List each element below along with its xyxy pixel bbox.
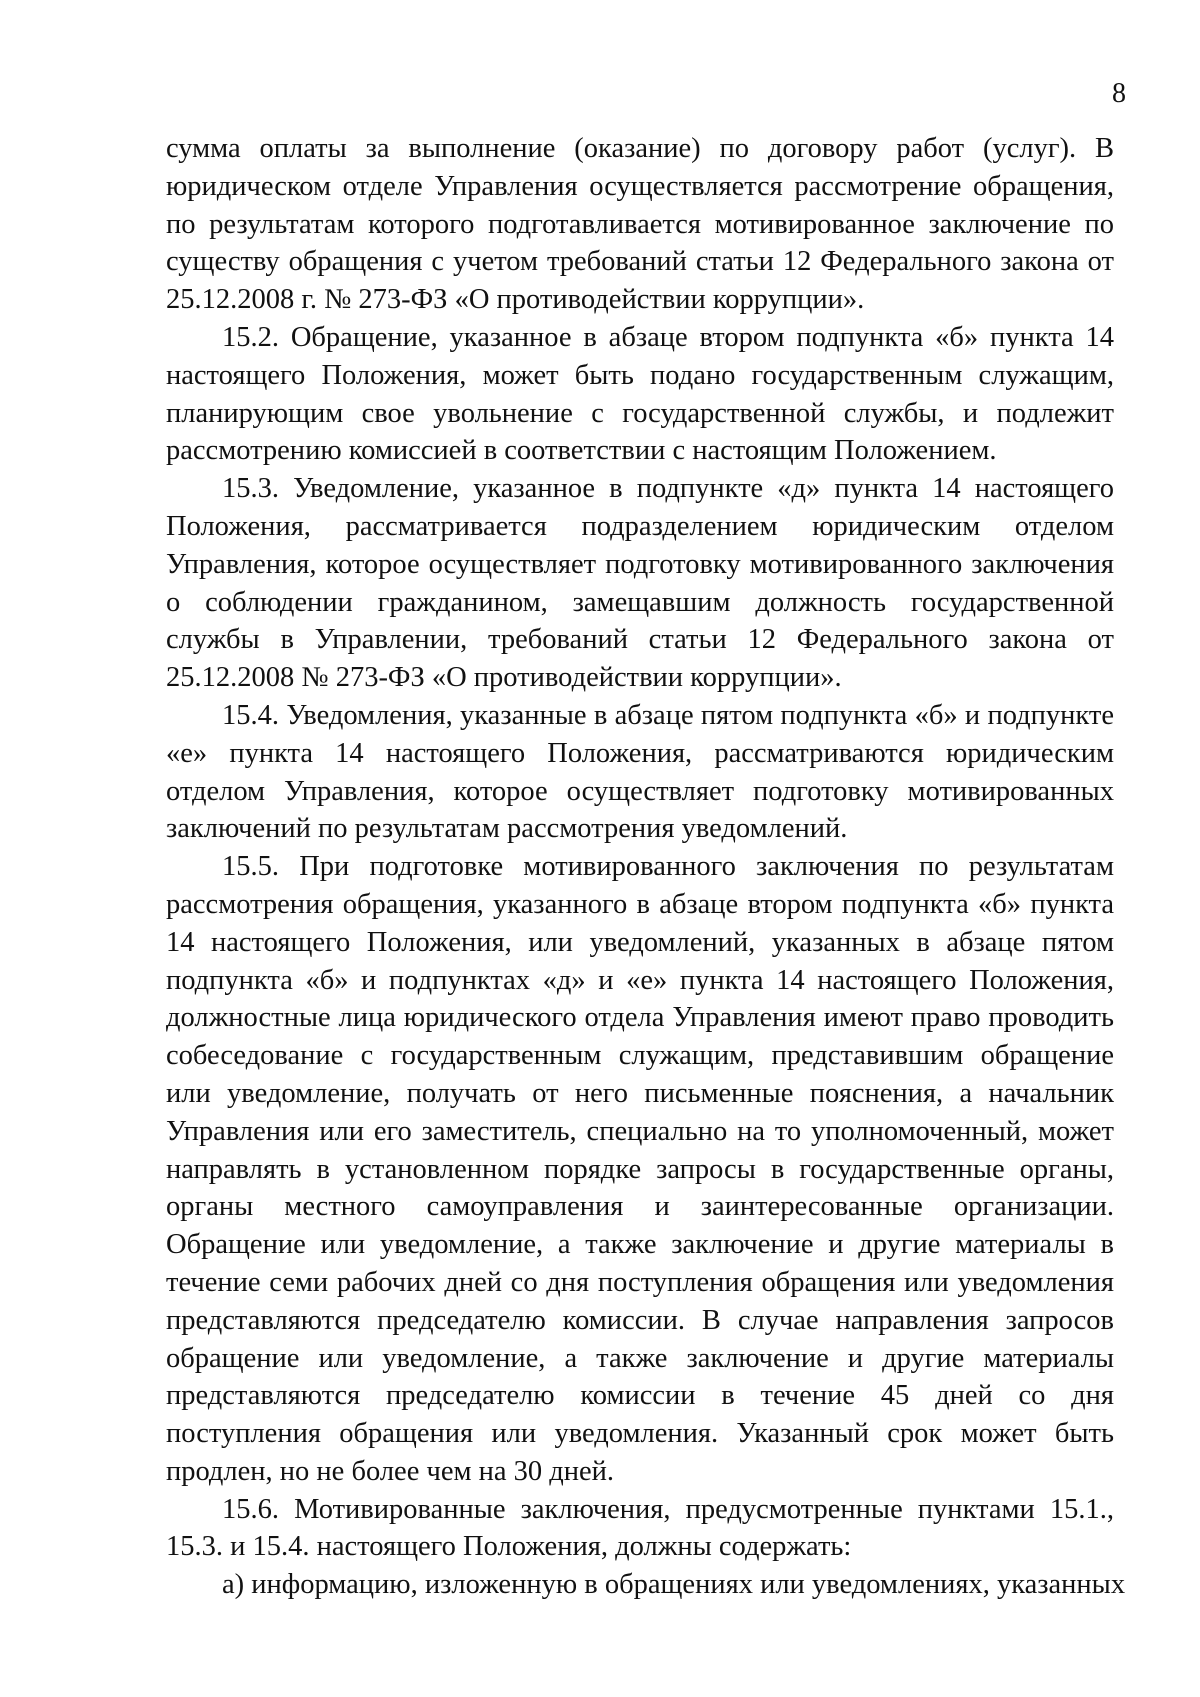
paragraph-15-4: 15.4. Уведомления, указанные в абзаце пятом подпункта «б» и подпункте «е» пункта 14 настоящего Положения, рассматриваются юридическим отделом Управления, которое осуществляет подготовку мотивированных заключений по результатам рассмотрения уведомлений.	[166, 699, 1114, 845]
document-body	[166, 130, 1126, 1604]
paragraph-continuation: сумма оплаты за выполнение (оказание) по договору работ (услуг). В юридическом отделе Управления осуществляется рассмотрение обращения, по результатам которого подготавливается мотивированное заключение по существу обращения с учетом требований статьи 12 Федерального закона от 25.12.2008 г. № 273-ФЗ «О противодействии коррупции».	[166, 133, 1114, 316]
paragraph-item-a: а) информацию, изложенную в обращениях или уведомлениях, указанных	[222, 1569, 1126, 1601]
paragraph-15-2: 15.2. Обращение, указанное в абзаце втором подпункта «б» пункта 14 настоящего Положения, может быть подано государственным служащим, планирующим свое увольнение с государственной службы, и подлежит рассмотрению комиссией в соответствии с настоящим Положением.	[166, 321, 1114, 467]
page-number: 8	[1112, 78, 1126, 109]
paragraph-15-5: 15.5. При подготовке мотивированного заключения по результатам рассмотрения обращения, указанного в абзаце втором подпункта «б» пункта 14 настоящего Положения, или уведомлений, указанных в абзаце пятом подпункта «б» и подпунктах «д» и «е» пункта 14 настоящего Положения, должностные лица юридического отдела Управления имеют право проводить собеседование с государственным служащим, представившим обращение или уведомление, получать от него письменные пояснения, а начальник Управления или его заместитель, специально на то уполномоченный, может направлять в установленном порядке запросы в государственные органы, органы местного самоуправления и заинтересованные организации. Обращение или уведомление, а также заключение и другие материалы в течение семи рабочих дней со дня поступления обращения или уведомления представляются председателю комиссии. В случае направления запросов обращение или уведомление, а также заключение и другие материалы представляются председателю комиссии в течение 45 дней со дня поступления обращения или уведомления. Указанный срок может быть продлен, но не более чем на 30 дней.	[166, 851, 1114, 1487]
paragraph-15-6: 15.6. Мотивированные заключения, предусмотренные пунктами 15.1., 15.3. и 15.4. настоящего Положения, должны содержать:	[166, 1493, 1114, 1563]
paragraph-15-3: 15.3. Уведомление, указанное в подпункте «д» пункта 14 настоящего Положения, рассматривается подразделением юридическим отделом Управления, которое осуществляет подготовку мотивированного заключения о соблюдении гражданином, замещавшим должность государственной службы в Управлении, требований статьи 12 Федерального закона от 25.12.2008 № 273-ФЗ «О противодействии коррупции».	[166, 473, 1114, 694]
